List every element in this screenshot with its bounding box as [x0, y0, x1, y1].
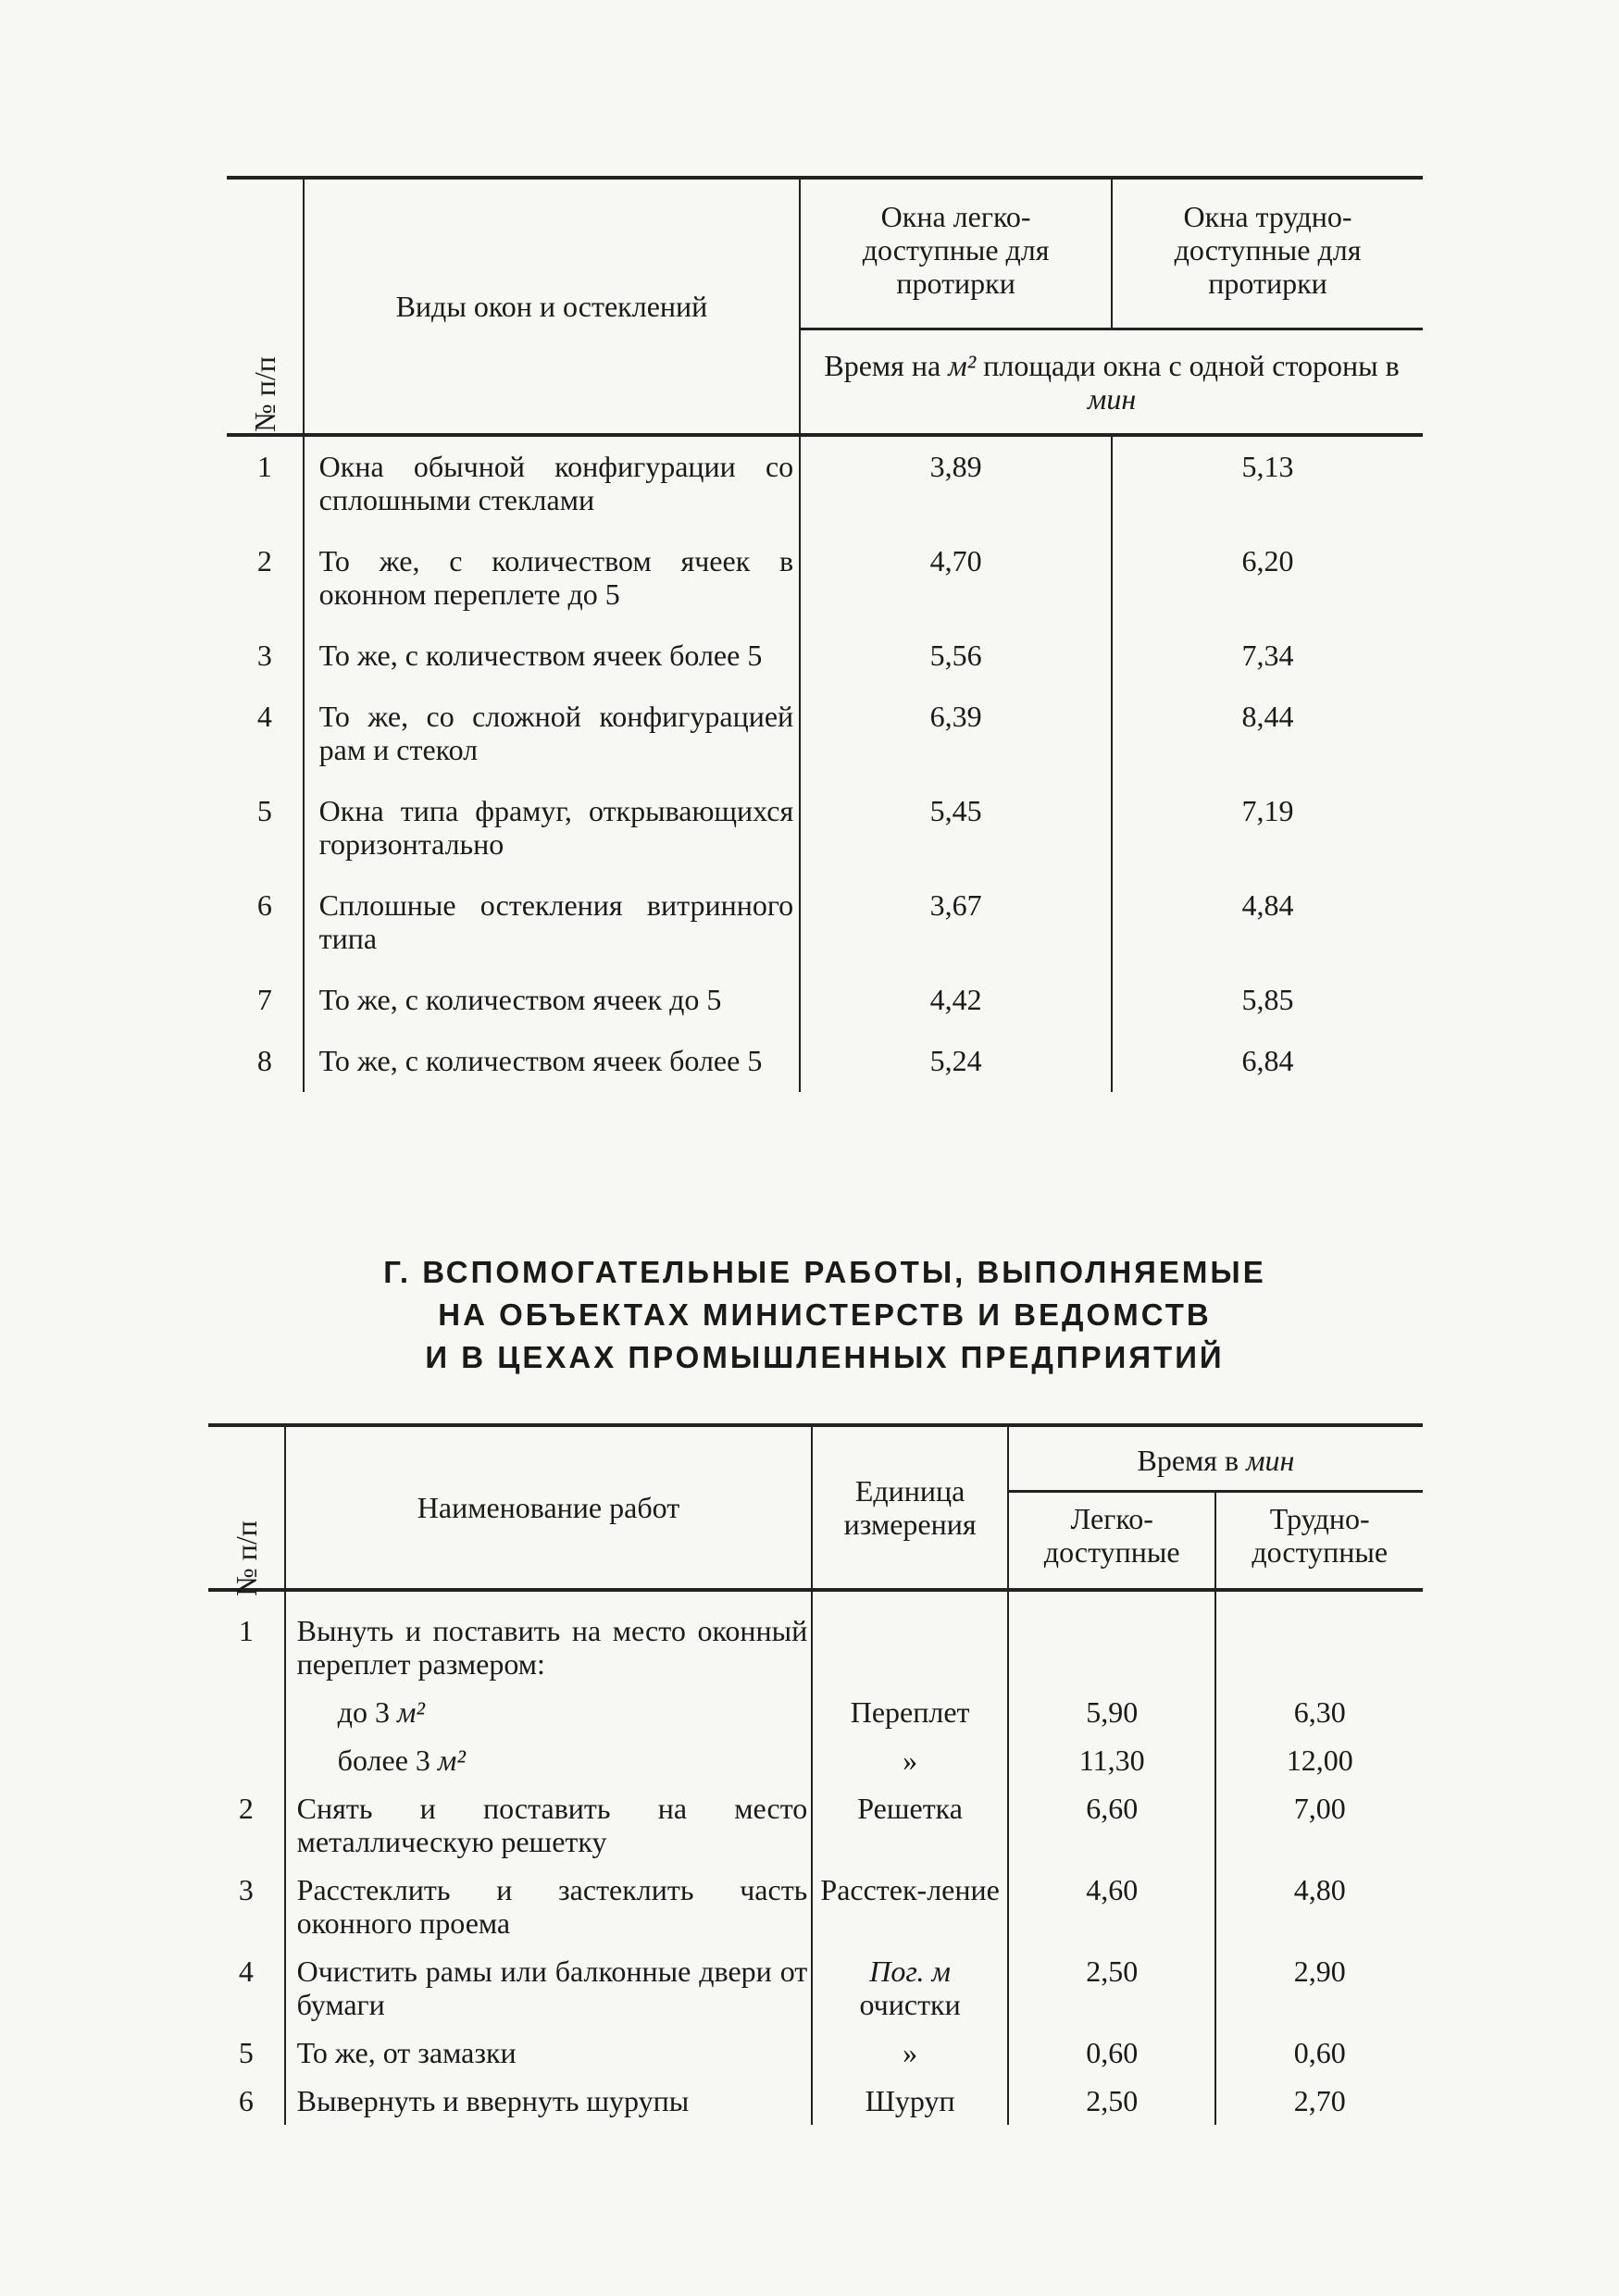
- table-row: 1 Вынуть и поставить на место оконный переплет размером:: [208, 1590, 1423, 1688]
- table-row: 5 Окна типа фрамуг, открывающихся горизонтально 5,45 7,19: [227, 781, 1423, 875]
- header-unit: Единица измерения: [812, 1427, 1008, 1588]
- section-heading: [227, 1251, 1423, 1379]
- header-hard-access: Трудно-доступные: [1252, 1502, 1389, 1570]
- table-row: 4 То же, со сложной конфигурацией рам и стекол 6,39 8,44: [227, 687, 1423, 781]
- table-row: 5 То же, от замазки » 0,60 0,60: [208, 2029, 1423, 2077]
- table-row: 3 Расстеклить и застеклить часть оконного проема Расстек-ление 4,60 4,80: [208, 1866, 1423, 1947]
- section-heading-line: НА ОБЪЕКТАХ МИНИСТЕРСТВ И ВЕДОМСТВ: [438, 1297, 1212, 1332]
- header-easy-access: Окна легко-доступные для протирки: [800, 180, 1112, 329]
- table-row: 7 То же, с количеством ячеек до 5 4,42 5,85: [227, 970, 1423, 1031]
- header-number: № п/п: [208, 1427, 285, 1588]
- table-row: 2 Снять и поставить на место металлическую решетку Решетка 6,60 7,00: [208, 1784, 1423, 1866]
- section-heading-line: Г. ВСПОМОГАТЕЛЬНЫЕ РАБОТЫ, ВЫПОЛНЯЕМЫЕ: [383, 1255, 1266, 1289]
- table-row: 6 Сплошные остекления витринного типа 3,67 4,84: [227, 875, 1423, 970]
- table-row: 4 Очистить рамы или балконные двери от бумаги Пог. м очистки 2,50 2,90: [208, 1947, 1423, 2029]
- header-work-name: Наименование работ: [285, 1427, 813, 1588]
- table-row: 8 То же, с количеством ячеек более 5 5,24 6,84: [227, 1031, 1423, 1092]
- header-easy-access: Легко-доступные: [1008, 1492, 1216, 1588]
- header-number: № п/п: [227, 180, 304, 433]
- table-row: 2 То же, с количеством ячеек в оконном переплете до 5 4,70 6,20: [227, 531, 1423, 626]
- section-heading-line: И В ЦЕХАХ ПРОМЫШЛЕННЫХ ПРЕДПРИЯТИЙ: [425, 1340, 1225, 1374]
- window-cleaning-table: [227, 176, 1423, 1092]
- header-window-types: Виды окон и остеклений: [304, 180, 800, 433]
- table-row: 3 То же, с количеством ячеек более 5 5,56 7,34: [227, 626, 1423, 687]
- table-row: более 3 м² » 11,30 12,00: [208, 1736, 1423, 1784]
- table-row: 1 Окна обычной конфигурации со сплошными стеклами 3,89 5,13: [227, 435, 1423, 531]
- table-row: 6 Вывернуть и ввернуть шурупы Шуруп 2,50 2,70: [208, 2077, 1423, 2125]
- table-row: до 3 м² Переплет 5,90 6,30: [208, 1688, 1423, 1736]
- header-hard-access: Окна трудно-доступные для протирки: [1112, 180, 1423, 329]
- header-time: Время в мин: [1008, 1427, 1423, 1492]
- auxiliary-works-table: [208, 1423, 1423, 2125]
- header-time-unit: Время на м² площади окна с одной стороны в мин: [824, 349, 1400, 416]
